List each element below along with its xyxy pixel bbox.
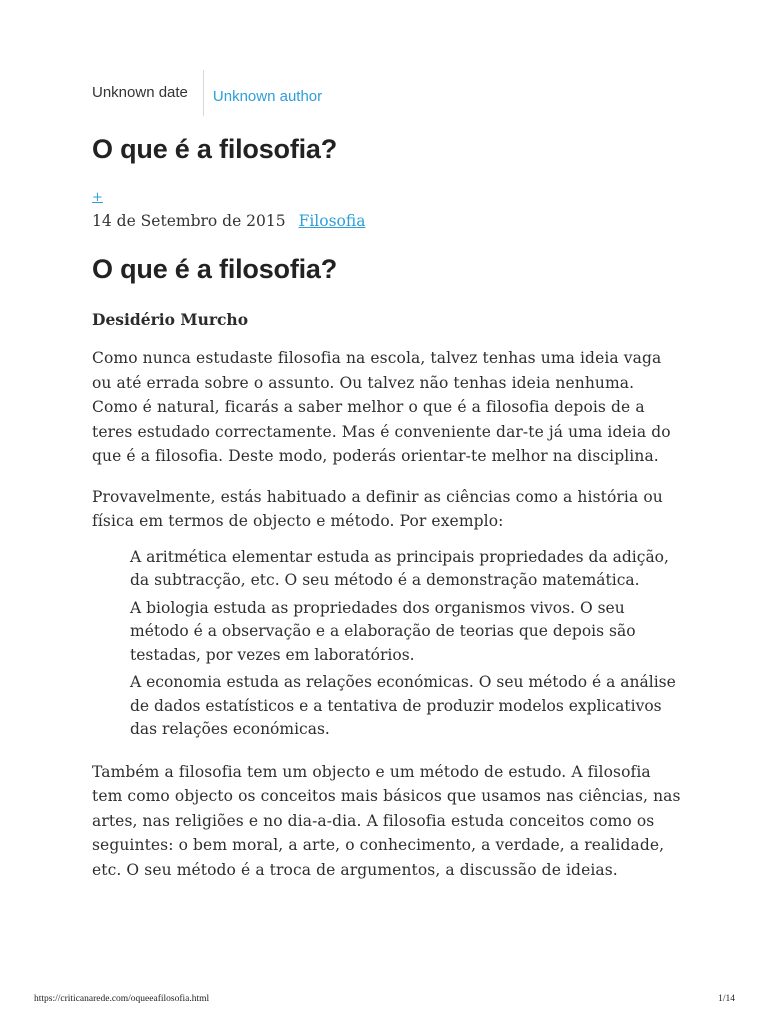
article-author: Desidério Murcho [92,310,249,329]
list-item: A economia estuda as relações económicas. O seu método é a análise de dados estatísticos e a tentativa de produzir modelos explicativos das relações económicas. [130,673,676,738]
article-title: O que é a filosofia? [92,254,338,284]
meta-bar [92,70,322,116]
post-meta [92,212,365,230]
examples-list [130,546,682,742]
post-date: 14 de Setembro de 2015 [92,212,286,230]
footer-url: https://criticanarede.com/oqueeafilosofia.html [34,994,210,1004]
small-link[interactable]: + [92,190,103,205]
print-footer [34,994,735,1004]
article-body [92,346,682,898]
category-link[interactable]: Filosofia [298,212,366,230]
author-link[interactable]: Unknown author [212,88,323,105]
page-number: 1/14 [718,994,735,1004]
paragraph: Também a filosofia tem um objecto e um método de estudo. A filosofia tem como objecto os conceitos mais básicos que usamos nas ciências, nas artes, nas religiões e no dia-a-dia. A filosofia estuda conceitos como os seguintes: o bem moral, a arte, o conhecimento, a verdade, a realidade, etc. O seu método é a troca de argumentos, a discussão de ideias. [92,762,681,879]
paragraph: Como nunca estudaste filosofia na escola, talvez tenhas uma ideia vaga ou até errada sobre o assunto. Ou talvez não tenhas ideia nenhuma. Como é natural, ficarás a saber melhor o que é a filosofia depois de a teres estudado correctamente. Mas é conveniente dar-te já uma ideia do que é a filosofia. Deste modo, poderás orientar-te melhor na disciplina. [92,349,671,465]
paragraph: Provavelmente, estás habituado a definir as ciências como a história ou física em termos de objecto e método. Por exemplo: [92,487,663,530]
unknown-date: Unknown date [92,70,204,116]
list-item: A aritmética elementar estuda as principais propriedades da adição, da subtracção, etc. O seu método é a demonstração matemática. [130,547,669,589]
page-title: O que é a filosofia? [92,134,338,164]
list-item: A biologia estuda as propriedades dos organismos vivos. O seu método é a observação e a elaboração de teorias que depois são testadas, por vezes em laboratórios. [130,598,636,664]
